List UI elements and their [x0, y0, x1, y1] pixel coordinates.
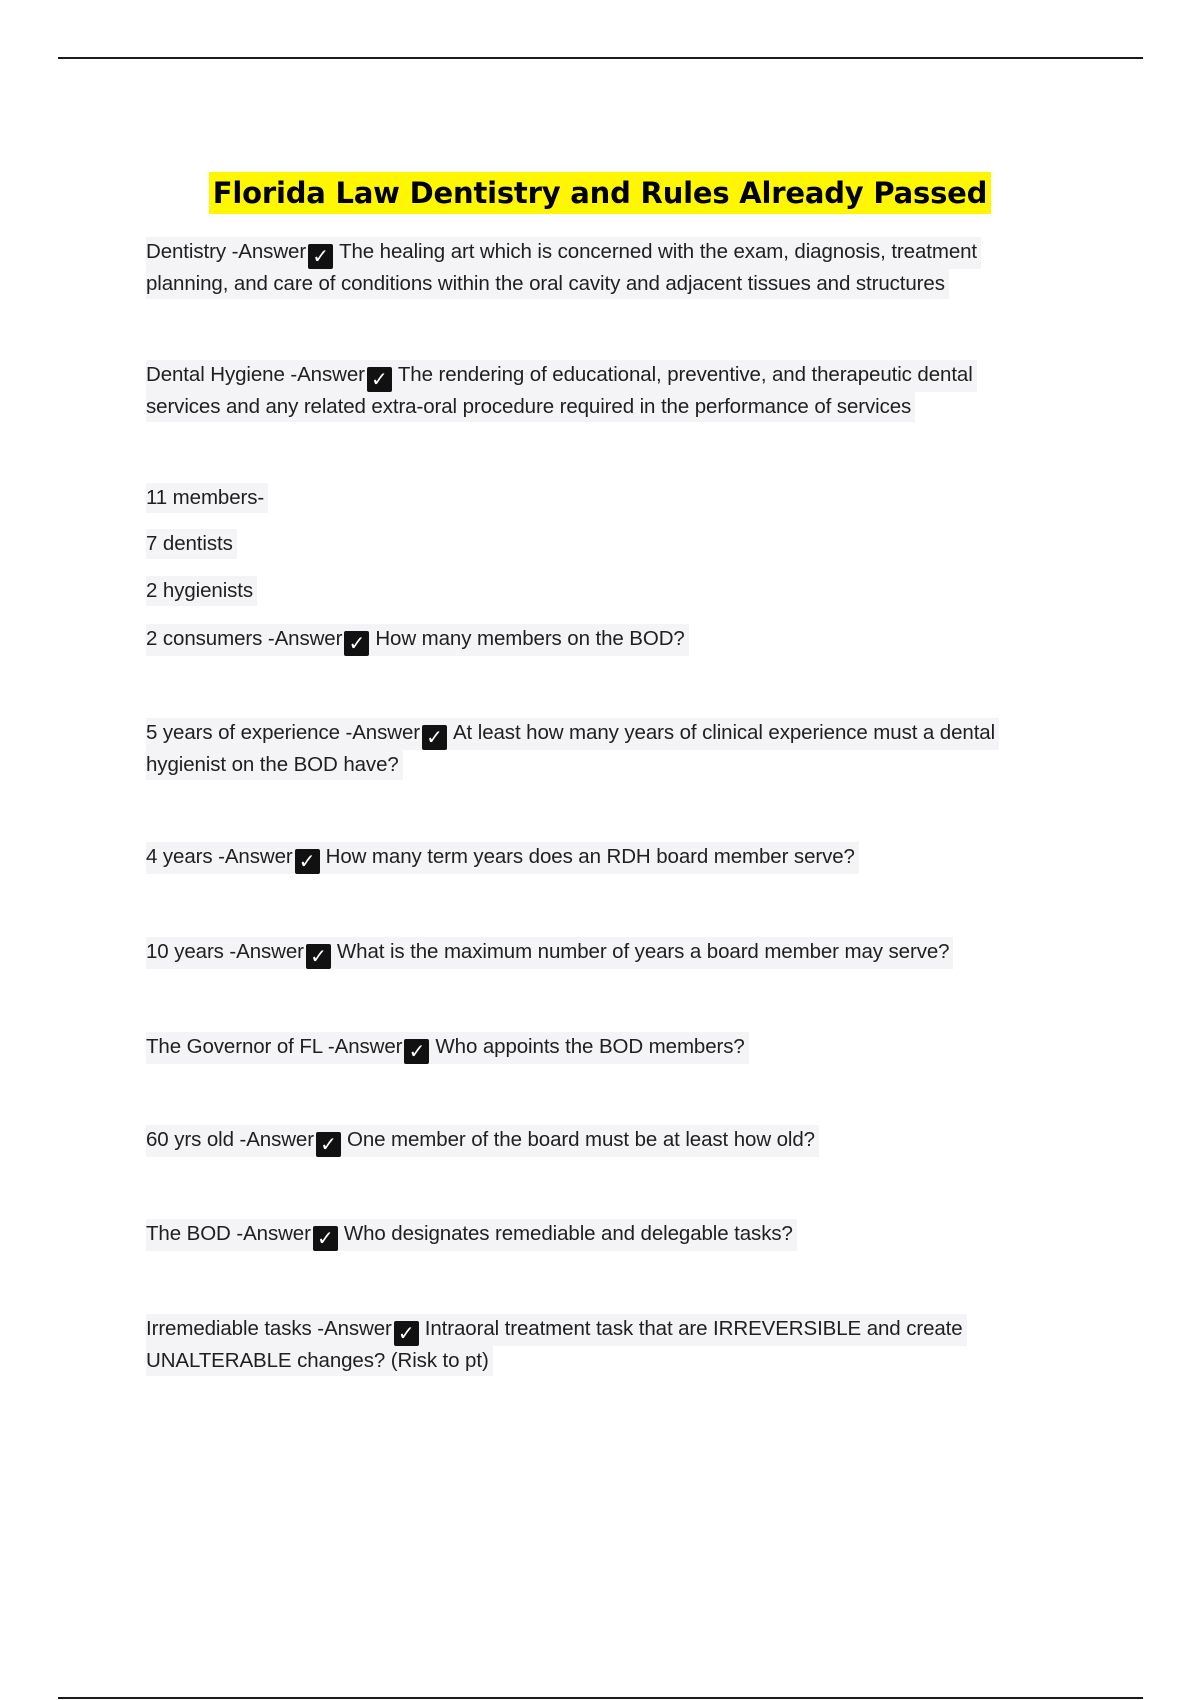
checkmark-icon: ✓: [295, 849, 320, 874]
entry-term: The Governor of FL -Answer: [146, 1035, 403, 1058]
entry-line: [146, 1219, 797, 1251]
entry-term: 4 years -Answer: [146, 845, 293, 868]
page-title: Florida Law Dentistry and Rules Already Passed: [209, 172, 991, 214]
flashcard-entry: [146, 1125, 819, 1157]
checkmark-icon: ✓: [422, 725, 447, 750]
entry-answer: The healing art which is concerned with the exam, diagnosis, treatment: [339, 240, 978, 263]
entry-answer: What is the maximum number of years a board member may serve?: [336, 940, 950, 963]
entry-term: 10 years -Answer: [146, 940, 304, 963]
entry-term: The BOD -Answer: [146, 1222, 311, 1245]
entry-answer-continued: services and any related extra-oral procedure required in the performance of services: [146, 392, 915, 422]
entry-answer: At least how many years of clinical experience must a dental: [452, 721, 996, 744]
entry-answer: One member of the board must be at least how old?: [346, 1128, 815, 1151]
flashcard-entry: [146, 1032, 749, 1064]
flashcard-entry-final: [146, 624, 689, 656]
checkmark-icon: ✓: [306, 944, 331, 969]
entry-term: Irremediable tasks -Answer: [146, 1317, 392, 1340]
checkmark-icon: ✓: [308, 244, 333, 269]
entry-line: [146, 937, 953, 969]
entry-pre-line: 11 members-: [146, 483, 268, 513]
checkmark-icon: ✓: [313, 1226, 338, 1251]
flashcard-entry-pre: [146, 529, 237, 559]
entry-line: [146, 842, 859, 874]
checkmark-icon: ✓: [344, 631, 369, 656]
flashcard-entry: [146, 1219, 797, 1251]
entry-answer: Intraoral treatment task that are IRREVERSIBLE and create: [424, 1317, 963, 1340]
entry-term: Dentistry -Answer: [146, 240, 307, 263]
entry-line: [146, 718, 999, 750]
entry-line: [146, 1032, 749, 1064]
bottom-rule: [58, 1697, 1143, 1699]
checkmark-icon: ✓: [404, 1039, 429, 1064]
entry-line: [146, 1314, 967, 1346]
flashcard-entry: [146, 842, 859, 874]
entry-pre-line: 7 dentists: [146, 529, 237, 559]
entry-term: 5 years of experience -Answer: [146, 721, 420, 744]
flashcard-entry: [146, 360, 977, 422]
top-rule: [58, 57, 1143, 59]
checkmark-icon: ✓: [316, 1132, 341, 1157]
entry-answer-continued: planning, and care of conditions within the oral cavity and adjacent tissues and structures: [146, 269, 949, 299]
entry-line: [146, 624, 689, 656]
flashcard-entry: [146, 718, 999, 780]
entry-term: 60 yrs old -Answer: [146, 1128, 314, 1151]
entry-term: 2 consumers -Answer: [146, 627, 343, 650]
entry-line: [146, 1125, 819, 1157]
checkmark-icon: ✓: [394, 1321, 419, 1346]
entry-term: Dental Hygiene -Answer: [146, 363, 365, 386]
entry-answer-continued: UNALTERABLE changes? (Risk to pt): [146, 1346, 493, 1376]
entry-answer: How many members on the BOD?: [375, 627, 685, 650]
flashcard-entry-pre: [146, 576, 257, 606]
entry-answer: Who designates remediable and delegable tasks?: [343, 1222, 793, 1245]
entry-answer: Who appoints the BOD members?: [435, 1035, 745, 1058]
entry-answer: How many term years does an RDH board member serve?: [325, 845, 855, 868]
flashcard-entry: [146, 1314, 967, 1376]
entry-line: [146, 360, 977, 392]
entry-answer-continued: hygienist on the BOD have?: [146, 750, 403, 780]
entry-line: [146, 237, 981, 269]
title-wrap: [0, 172, 1200, 214]
checkmark-icon: ✓: [367, 367, 392, 392]
entry-pre-line: 2 hygienists: [146, 576, 257, 606]
entry-answer: The rendering of educational, preventive, and therapeutic dental: [397, 363, 973, 386]
flashcard-entry: [146, 483, 268, 513]
flashcard-entry: [146, 937, 953, 969]
flashcard-entry: [146, 237, 981, 299]
